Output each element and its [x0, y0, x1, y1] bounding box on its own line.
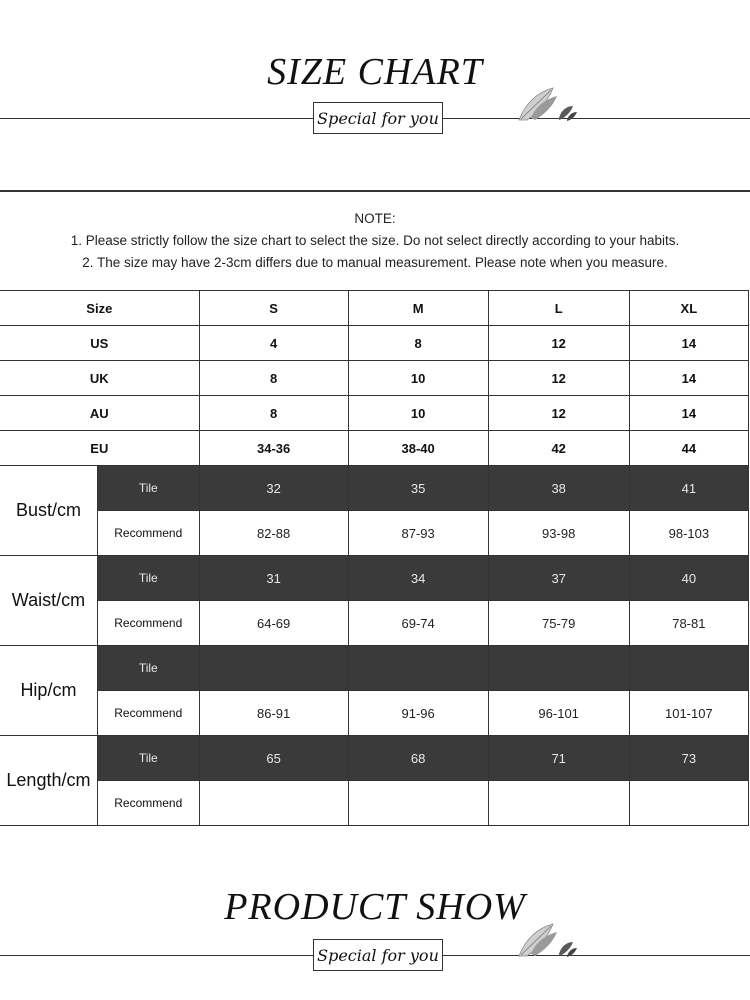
product-show-title: PRODUCT SHOW [224, 886, 526, 928]
row-label-eu: EU [0, 431, 199, 466]
recommend-label: Recommend [97, 691, 199, 736]
table-cell [629, 646, 748, 691]
tile-label: Tile [97, 736, 199, 781]
note-line-2: 2. The size may have 2-3cm differs due to manual measurement. Please note when you measure. [82, 255, 668, 270]
note-line-1: 1. Please strictly follow the size chart to select the size. Do not select directly according to your habits. [70, 233, 680, 248]
table-cell: 8 [348, 326, 488, 361]
measure-label-hip: Hip/cm [0, 646, 97, 736]
table-row-length-recommend [0, 781, 749, 826]
table-cell: 69-74 [348, 601, 488, 646]
table-row-hip-tile [0, 646, 749, 691]
table-cell [348, 781, 488, 826]
table-cell [199, 646, 348, 691]
table-cell: 42 [488, 431, 629, 466]
table-cell: 73 [629, 736, 748, 781]
table-cell: 91-96 [348, 691, 488, 736]
table-cell: 71 [488, 736, 629, 781]
leaf-icon [515, 920, 585, 958]
special-for-you-badge [313, 102, 443, 134]
table-cell: 14 [629, 326, 748, 361]
table-cell: 65 [199, 736, 348, 781]
recommend-label: Recommend [97, 511, 199, 556]
table-header-row [0, 291, 749, 326]
note-heading: NOTE: [354, 211, 396, 226]
table-cell: 32 [199, 466, 348, 511]
table-row-eu [0, 431, 749, 466]
row-label-uk: UK [0, 361, 199, 396]
table-cell: 96-101 [488, 691, 629, 736]
table-cell: 78-81 [629, 601, 748, 646]
table-cell [348, 646, 488, 691]
table-row-length-tile [0, 736, 749, 781]
table-cell: 93-98 [488, 511, 629, 556]
table-row-hip-recommend [0, 691, 749, 736]
table-cell [488, 781, 629, 826]
size-header-l: L [488, 291, 629, 326]
table-cell: 44 [629, 431, 748, 466]
size-header-s: S [199, 291, 348, 326]
measure-label-waist: Waist/cm [0, 556, 97, 646]
table-row-bust-recommend [0, 511, 749, 556]
table-cell [488, 646, 629, 691]
size-header-m: M [348, 291, 488, 326]
table-cell: 4 [199, 326, 348, 361]
size-table [0, 290, 749, 826]
recommend-label: Recommend [97, 781, 199, 826]
table-cell: 12 [488, 396, 629, 431]
table-cell: 14 [629, 361, 748, 396]
table-row-waist-recommend [0, 601, 749, 646]
table-cell: 10 [348, 396, 488, 431]
table-cell: 68 [348, 736, 488, 781]
row-label-us: US [0, 326, 199, 361]
tile-label: Tile [97, 646, 199, 691]
table-row-uk [0, 361, 749, 396]
leaf-icon [515, 84, 585, 122]
table-cell: 98-103 [629, 511, 748, 556]
table-cell: 87-93 [348, 511, 488, 556]
measure-label-bust: Bust/cm [0, 466, 97, 556]
measure-label-length: Length/cm [0, 736, 97, 826]
table-row-au [0, 396, 749, 431]
special-for-you-text: Special for you [317, 945, 439, 965]
table-cell: 34-36 [199, 431, 348, 466]
table-cell: 86-91 [199, 691, 348, 736]
table-cell: 37 [488, 556, 629, 601]
table-cell: 38 [488, 466, 629, 511]
table-cell: 12 [488, 326, 629, 361]
special-for-you-badge [313, 939, 443, 971]
size-header-label: Size [0, 291, 199, 326]
table-cell: 40 [629, 556, 748, 601]
table-row-waist-tile [0, 556, 749, 601]
table-cell: 38-40 [348, 431, 488, 466]
table-row-bust-tile [0, 466, 749, 511]
table-cell: 75-79 [488, 601, 629, 646]
row-label-au: AU [0, 396, 199, 431]
special-for-you-text: Special for you [317, 108, 439, 128]
table-cell: 8 [199, 361, 348, 396]
table-cell: 34 [348, 556, 488, 601]
table-cell: 41 [629, 466, 748, 511]
table-cell: 12 [488, 361, 629, 396]
table-cell: 14 [629, 396, 748, 431]
recommend-label: Recommend [97, 601, 199, 646]
note-section [0, 190, 750, 290]
table-row-us [0, 326, 749, 361]
table-cell: 64-69 [199, 601, 348, 646]
size-header-xl: XL [629, 291, 748, 326]
table-cell: 8 [199, 396, 348, 431]
table-cell: 101-107 [629, 691, 748, 736]
tile-label: Tile [97, 466, 199, 511]
tile-label: Tile [97, 556, 199, 601]
table-cell: 10 [348, 361, 488, 396]
table-cell: 82-88 [199, 511, 348, 556]
table-cell [199, 781, 348, 826]
size-chart-title: SIZE CHART [267, 51, 483, 93]
table-cell [629, 781, 748, 826]
table-cell: 31 [199, 556, 348, 601]
table-cell: 35 [348, 466, 488, 511]
